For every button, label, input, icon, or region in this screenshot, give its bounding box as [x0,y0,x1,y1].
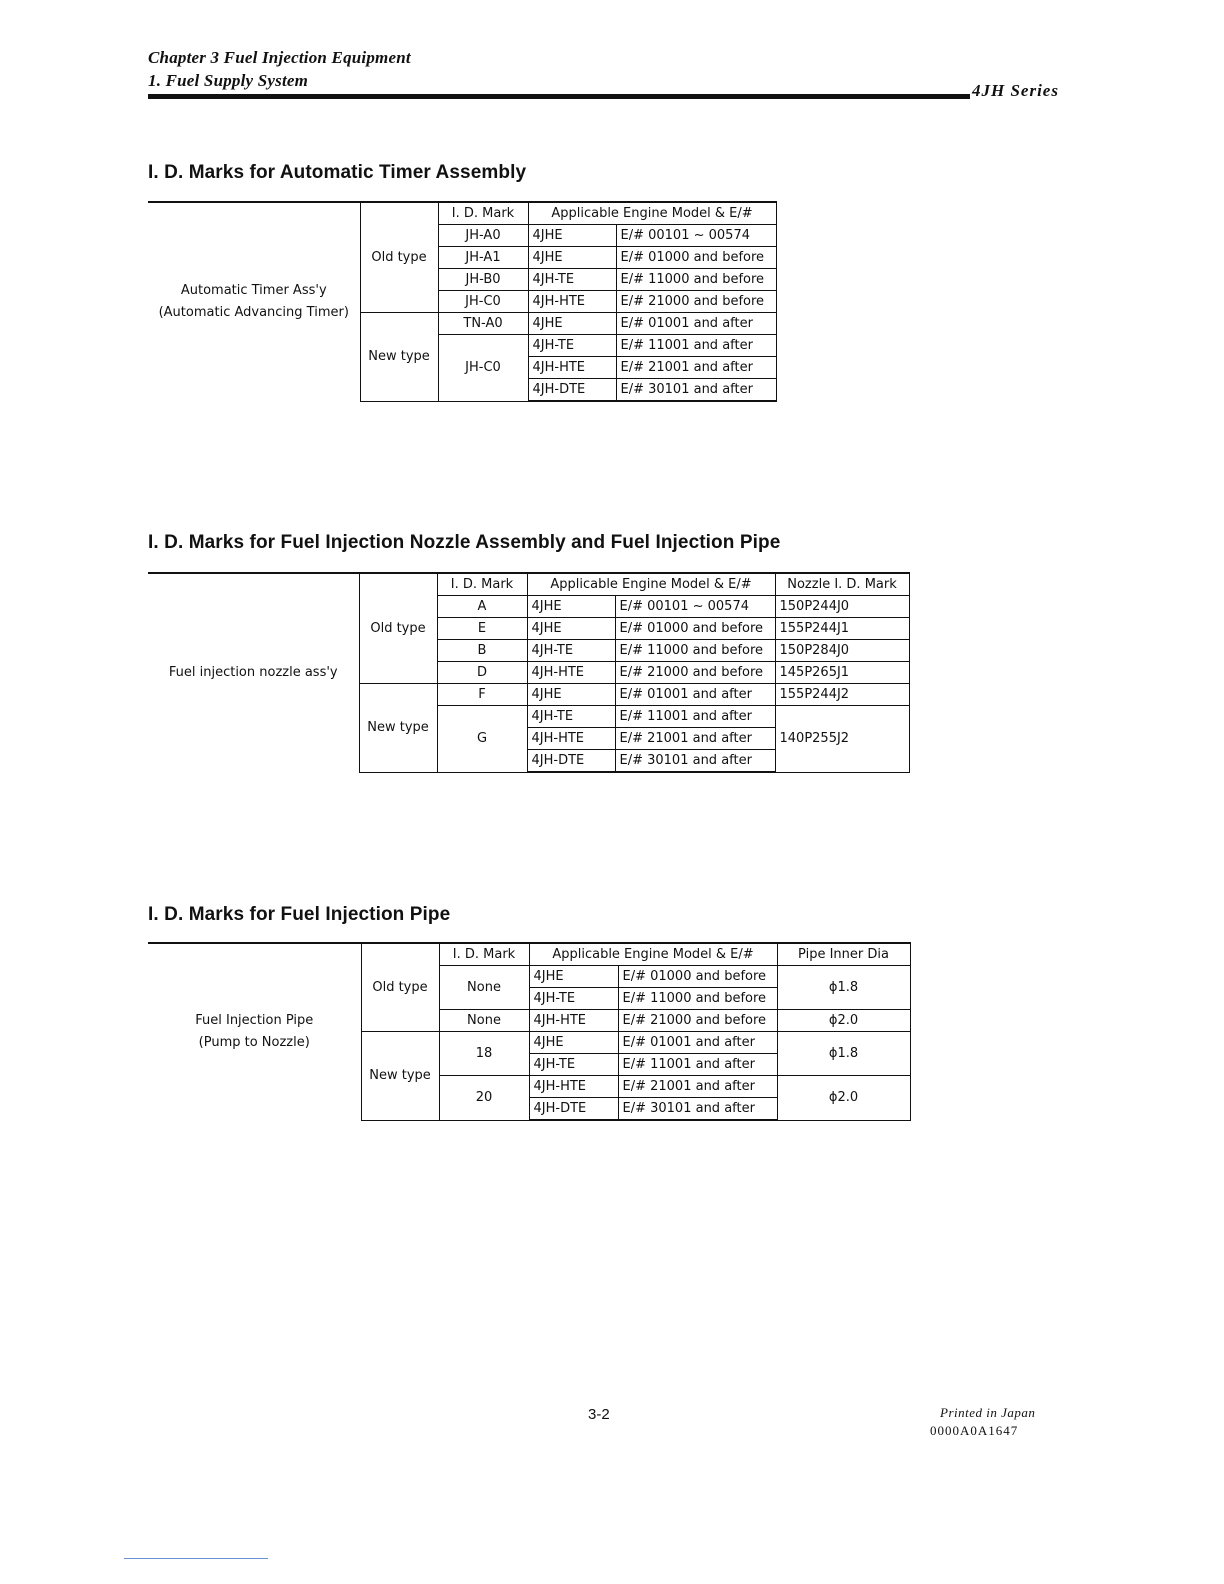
id-mark-header: I. D. Mark [439,943,529,966]
printed-in-label: Printed in Japan [940,1405,1036,1420]
applicable-header: Applicable Engine Model & E/# [527,573,775,596]
engine-model-cell: 4JH-HTE [527,662,615,684]
timer-label-line2: (Automatic Advancing Timer) [158,305,349,320]
nozzle-id-cell: 140P255J2 [775,706,909,773]
engine-model-cell: 4JH-DTE [529,1098,618,1121]
serial-cell: E/# 30101 and after [615,750,775,773]
header-rule [148,94,970,99]
engine-model-cell: 4JHE [528,247,616,269]
pipe-dia-cell: ϕ2.0 [777,1010,910,1032]
pipe-table-title: I. D. Marks for Fuel Injection Pipe [148,904,451,925]
serial-cell: E/# 30101 and after [618,1098,777,1121]
nozzle-table-title: I. D. Marks for Fuel Injection Nozzle Assembly and Fuel Injection Pipe [148,532,781,553]
table-header-row [148,943,910,966]
id-mark-cell: B [437,640,527,662]
series-label: 4JH Series [972,81,1059,100]
serial-cell: E/# 01001 and after [615,684,775,706]
serial-cell: E/# 21001 and after [615,728,775,750]
old-type-label: Old type [360,202,438,313]
nozzle-id-cell: 150P244J0 [775,596,909,618]
id-mark-cell: JH-B0 [438,269,528,291]
engine-model-cell: 4JH-HTE [529,1010,618,1032]
engine-model-cell: 4JHE [529,966,618,988]
id-mark-cell: A [437,596,527,618]
serial-cell: E/# 21000 and before [616,291,776,313]
engine-model-cell: 4JHE [527,596,615,618]
applicable-header: Applicable Engine Model & E/# [528,202,776,225]
serial-cell: E/# 00101 ~ 00574 [616,225,776,247]
page-number: 3-2 [588,1406,610,1423]
id-mark-cell: G [437,706,527,773]
id-mark-cell: D [437,662,527,684]
engine-model-cell: 4JH-HTE [529,1076,618,1098]
nozzle-assembly-label: Fuel injection nozzle ass'y [148,573,359,772]
timer-table-title: I. D. Marks for Automatic Timer Assembly [148,162,527,183]
serial-cell: E/# 00101 ~ 00574 [615,596,775,618]
id-mark-cell: E [437,618,527,640]
new-type-label: New type [360,313,438,402]
id-mark-cell: None [439,966,529,1010]
nozzle-id-header: Nozzle I. D. Mark [775,573,909,596]
id-mark-cell: JH-C0 [438,291,528,313]
bottom-rule [124,1558,268,1559]
old-type-label: Old type [359,573,437,684]
new-type-label: New type [359,684,437,773]
serial-cell: E/# 11000 and before [618,988,777,1010]
new-type-label: New type [361,1032,439,1121]
id-mark-cell: 20 [439,1076,529,1121]
engine-model-cell: 4JH-DTE [527,750,615,773]
serial-cell: E/# 30101 and after [616,379,776,402]
engine-model-cell: 4JH-TE [529,1054,618,1076]
engine-model-cell: 4JH-TE [528,269,616,291]
serial-cell: E/# 11000 and before [616,269,776,291]
id-mark-cell: 18 [439,1032,529,1076]
timer-assembly-label [148,202,360,401]
serial-cell: E/# 21000 and before [618,1010,777,1032]
engine-model-cell: 4JH-TE [527,640,615,662]
engine-model-cell: 4JH-TE [529,988,618,1010]
serial-cell: E/# 01000 and before [616,247,776,269]
id-mark-header: I. D. Mark [438,202,528,225]
engine-model-cell: 4JH-DTE [528,379,616,402]
timer-table [148,201,777,402]
serial-cell: E/# 21000 and before [615,662,775,684]
serial-cell: E/# 11001 and after [615,706,775,728]
id-mark-cell: JH-C0 [438,335,528,402]
old-type-label: Old type [361,943,439,1032]
pipe-label-line1: Fuel Injection Pipe [195,1013,314,1028]
table-header-row [148,573,909,596]
section-title: 1. Fuel Supply System [148,71,309,90]
nozzle-id-cell: 155P244J1 [775,618,909,640]
table-header-row [148,202,776,225]
serial-cell: E/# 11001 and after [618,1054,777,1076]
applicable-header: Applicable Engine Model & E/# [529,943,777,966]
serial-cell: E/# 01001 and after [618,1032,777,1054]
pipe-table [148,942,911,1121]
id-mark-cell: F [437,684,527,706]
id-mark-cell: TN-A0 [438,313,528,335]
pipe-dia-header: Pipe Inner Dia [777,943,910,966]
engine-model-cell: 4JH-TE [527,706,615,728]
engine-model-cell: 4JH-TE [528,335,616,357]
pipe-dia-cell: ϕ1.8 [777,966,910,1010]
pipe-label [148,943,361,1120]
engine-model-cell: 4JHE [528,225,616,247]
engine-model-cell: 4JH-HTE [528,291,616,313]
nozzle-id-cell: 150P284J0 [775,640,909,662]
serial-cell: E/# 01000 and before [615,618,775,640]
nozzle-table [148,572,910,773]
pipe-label-line2: (Pump to Nozzle) [198,1035,310,1050]
engine-model-cell: 4JHE [527,684,615,706]
chapter-title: Chapter 3 Fuel Injection Equipment [148,48,411,67]
document-code: 0000A0A1647 [930,1423,1019,1438]
nozzle-id-cell: 145P265J1 [775,662,909,684]
serial-cell: E/# 01000 and before [618,966,777,988]
serial-cell: E/# 01001 and after [616,313,776,335]
engine-model-cell: 4JH-HTE [528,357,616,379]
engine-model-cell: 4JH-HTE [527,728,615,750]
engine-model-cell: 4JHE [529,1032,618,1054]
serial-cell: E/# 11001 and after [616,335,776,357]
pipe-dia-cell: ϕ2.0 [777,1076,910,1121]
engine-model-cell: 4JHE [528,313,616,335]
engine-model-cell: 4JHE [527,618,615,640]
serial-cell: E/# 11000 and before [615,640,775,662]
timer-label-line1: Automatic Timer Ass'y [180,283,327,298]
id-mark-cell: JH-A0 [438,225,528,247]
serial-cell: E/# 21001 and after [616,357,776,379]
serial-cell: E/# 21001 and after [618,1076,777,1098]
id-mark-header: I. D. Mark [437,573,527,596]
nozzle-id-cell: 155P244J2 [775,684,909,706]
id-mark-cell: None [439,1010,529,1032]
pipe-dia-cell: ϕ1.8 [777,1032,910,1076]
id-mark-cell: JH-A1 [438,247,528,269]
